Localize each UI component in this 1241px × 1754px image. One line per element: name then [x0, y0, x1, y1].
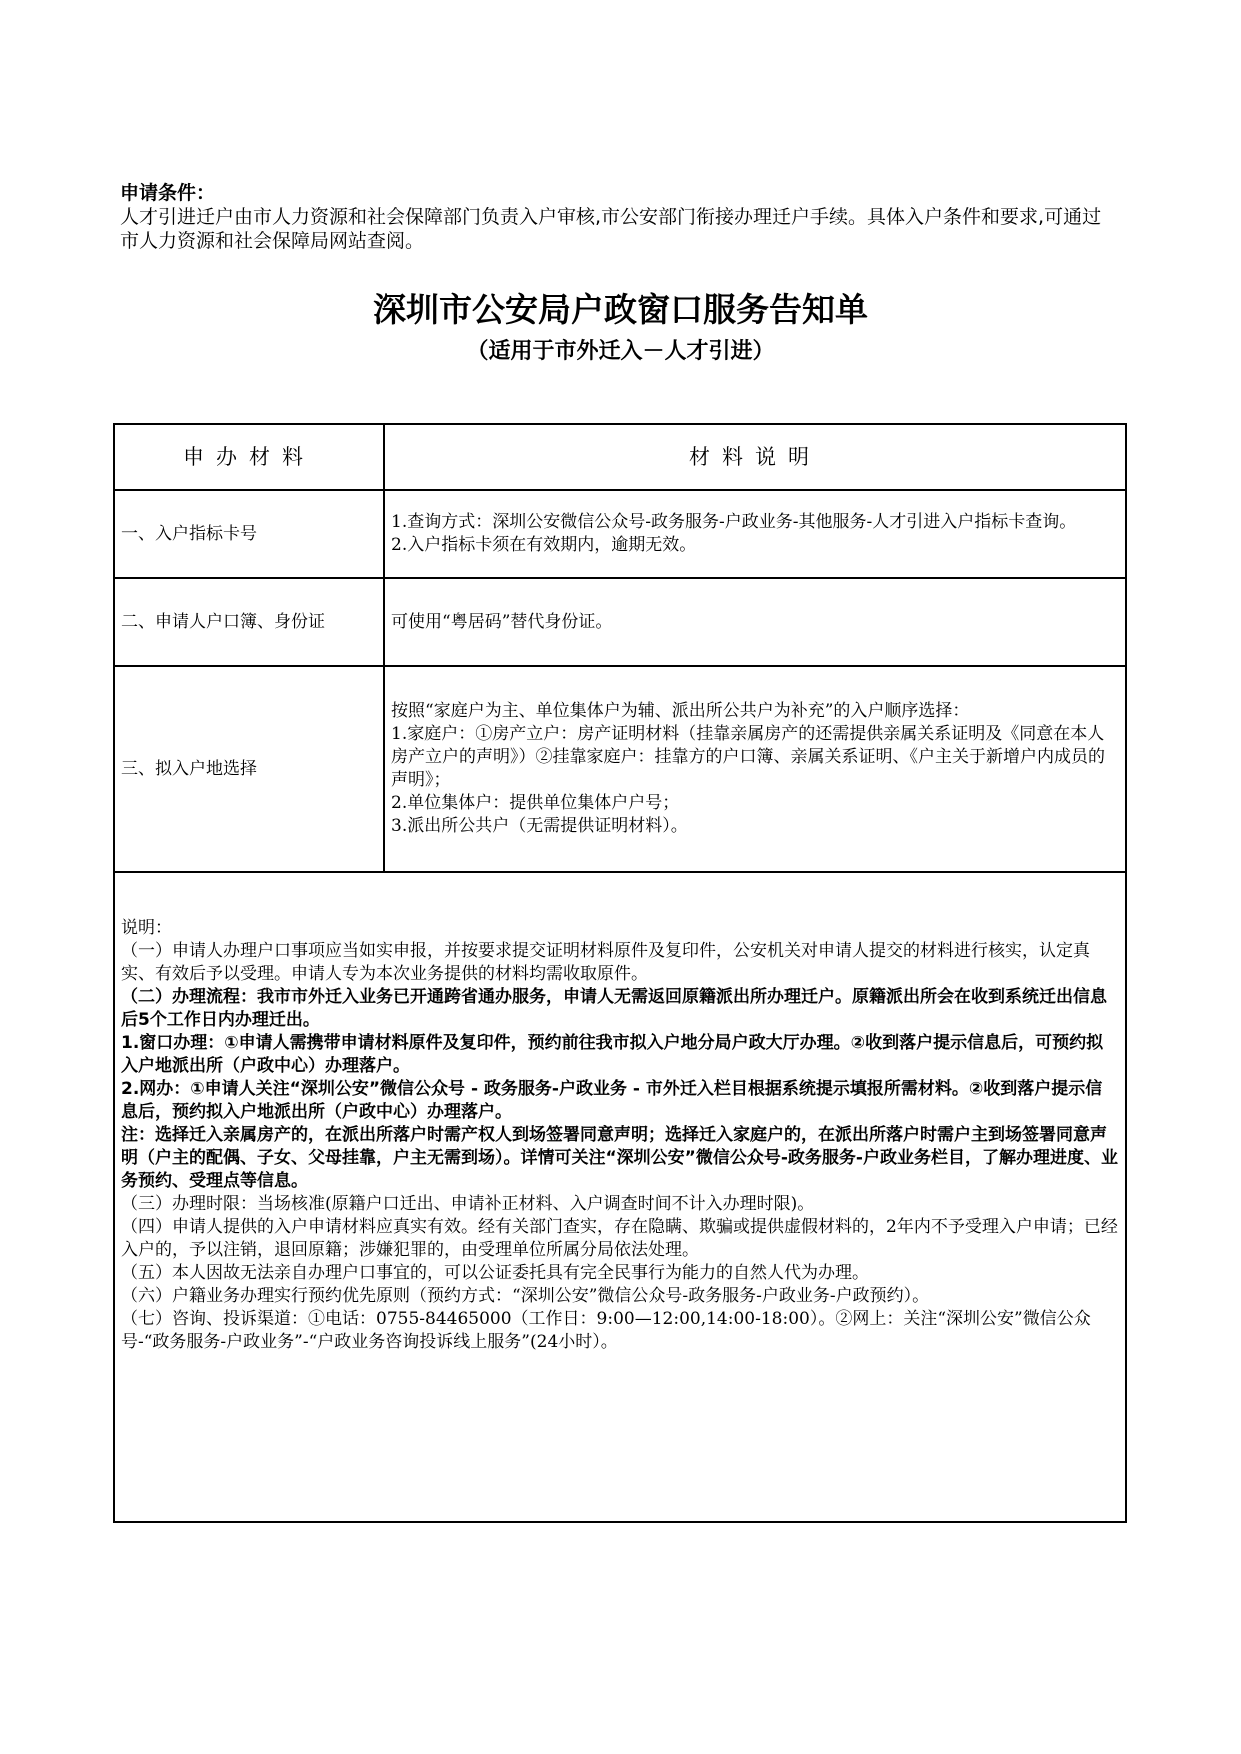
description-line: 2.单位集体户：提供单位集体户户号；: [391, 793, 680, 813]
table-row: [114, 578, 1126, 666]
application-conditions: [120, 181, 1120, 253]
description-line: 2.入户指标卡须在有效期内，逾期无效。: [391, 535, 697, 555]
header-description: 材料说明: [384, 424, 1126, 490]
note-line: 2.网办：①申请人关注“深圳公安”微信公众号 - 政务服务-户政业务 - 市外迁入栏目根据系统提示填报所需材料。②收到落户提示信息后，预约拟入户地派出所（户政中心）办理落户。: [121, 1079, 1103, 1122]
description-line: 可使用“粤居码”替代身份证。: [391, 611, 613, 632]
table-row: [114, 666, 1126, 872]
conditions-text: 人才引进迁户由市人力资源和社会保障部门负责入户审核,市公安部门衔接办理迁户手续。具体入户条件和要求,可通过市人力资源和社会保障局网站查阅。: [120, 206, 1102, 252]
document-title: 深圳市公安局户政窗口服务告知单: [373, 290, 868, 329]
note-line: （一）申请人办理户口事项应当如实申报，并按要求提交证明材料原件及复印件，公安机关对申请人提交的材料进行核实，认定真实、有效后予以受理。申请人专为本次业务提供的材料均需收取原件。: [121, 941, 1090, 984]
description-line: 1.查询方式：深圳公安微信公众号-政务服务-户政业务-其他服务-人才引进入户指标卡查询。: [391, 512, 1077, 532]
row-label: 二、申请人户口簿、身份证: [114, 578, 384, 666]
conditions-title: 申请条件：: [120, 182, 216, 204]
table-row: [114, 490, 1126, 578]
note-line: （四）申请人提供的入户申请材料应真实有效。经有关部门查实，存在隐瞒、欺骗或提供虚假材料的，2年内不予受理入户申请；已经入户的，予以注销，退回原籍；涉嫌犯罪的，由受理单位所属分局依法处理。: [121, 1217, 1118, 1260]
note-line: 说明：: [121, 918, 172, 938]
note-line: 1.窗口办理：①申请人需携带申请材料原件及复印件，预约前往我市拟入户地分局户政大厅办理。②收到落户提示信息后，可预约拟入户地派出所（户政中心）办理落户。: [121, 1033, 1104, 1076]
description-line: 按照“家庭户为主、单位集体户为辅、派出所公共户为补充”的入户顺序选择：: [391, 701, 970, 721]
note-line: （二）办理流程：我市市外迁入业务已开通跨省通办服务，申请人无需返回原籍派出所办理迁户。原籍派出所会在收到系统迁出信息后5个工作日内办理迁出。: [121, 987, 1107, 1030]
table-header-row: [114, 424, 1126, 490]
note-line: 注：选择迁入亲属房产的，在派出所落户时需产权人到场签署同意声明；选择迁入家庭户的，在派出所落户时需户主到场签署同意声明（户主的配偶、子女、父母挂靠，户主无需到场）。详情可关注“深圳公安”微信公众号-政务服务-户政业务栏目，了解办理进度、业务预约、受理点等信息。: [121, 1125, 1118, 1191]
note-line: （三）办理时限：当场核准(原籍户口迁出、申请补正材料、入户调查时间不计入办理时限)。: [121, 1194, 815, 1214]
row-description: [384, 490, 1126, 578]
header-materials: 申办材料: [114, 424, 384, 490]
description-line: 3.派出所公共户（无需提供证明材料）。: [391, 816, 688, 836]
row-description: [384, 666, 1126, 872]
row-label: 三、拟入户地选择: [114, 666, 384, 872]
note-line: （五）本人因故无法亲自办理户口事宜的，可以公证委托具有完全民事行为能力的自然人代为办理。: [121, 1263, 869, 1283]
row-description: [384, 578, 1126, 666]
document-subtitle: （适用于市外迁入－人才引进）: [466, 338, 775, 364]
notes-cell: [114, 872, 1126, 1522]
service-notice-table: [113, 423, 1127, 1523]
row-label: 一、入户指标卡号: [114, 490, 384, 578]
note-line: （七）咨询、投诉渠道：①电话：0755-84465000（工作日：9:00—12:00,14:00-18:00）。②网上：关注“深圳公安”微信公众号-“政务服务-户政业务”-“户政业务咨询投诉线上服务”(24小时）。: [121, 1309, 1091, 1352]
note-line: （六）户籍业务办理实行预约优先原则（预约方式：“深圳公安”微信公众号-政务服务-户政业务-户政预约）。: [121, 1286, 930, 1306]
description-line: 1.家庭户：①房产立户：房产证明材料（挂靠亲属房产的还需提供亲属关系证明及《同意在本人房产立户的声明》）②挂靠家庭户：挂靠方的户口簿、亲属关系证明、《户主关于新增户内成员的声明》；: [391, 724, 1105, 790]
notes-row: [114, 872, 1126, 1522]
